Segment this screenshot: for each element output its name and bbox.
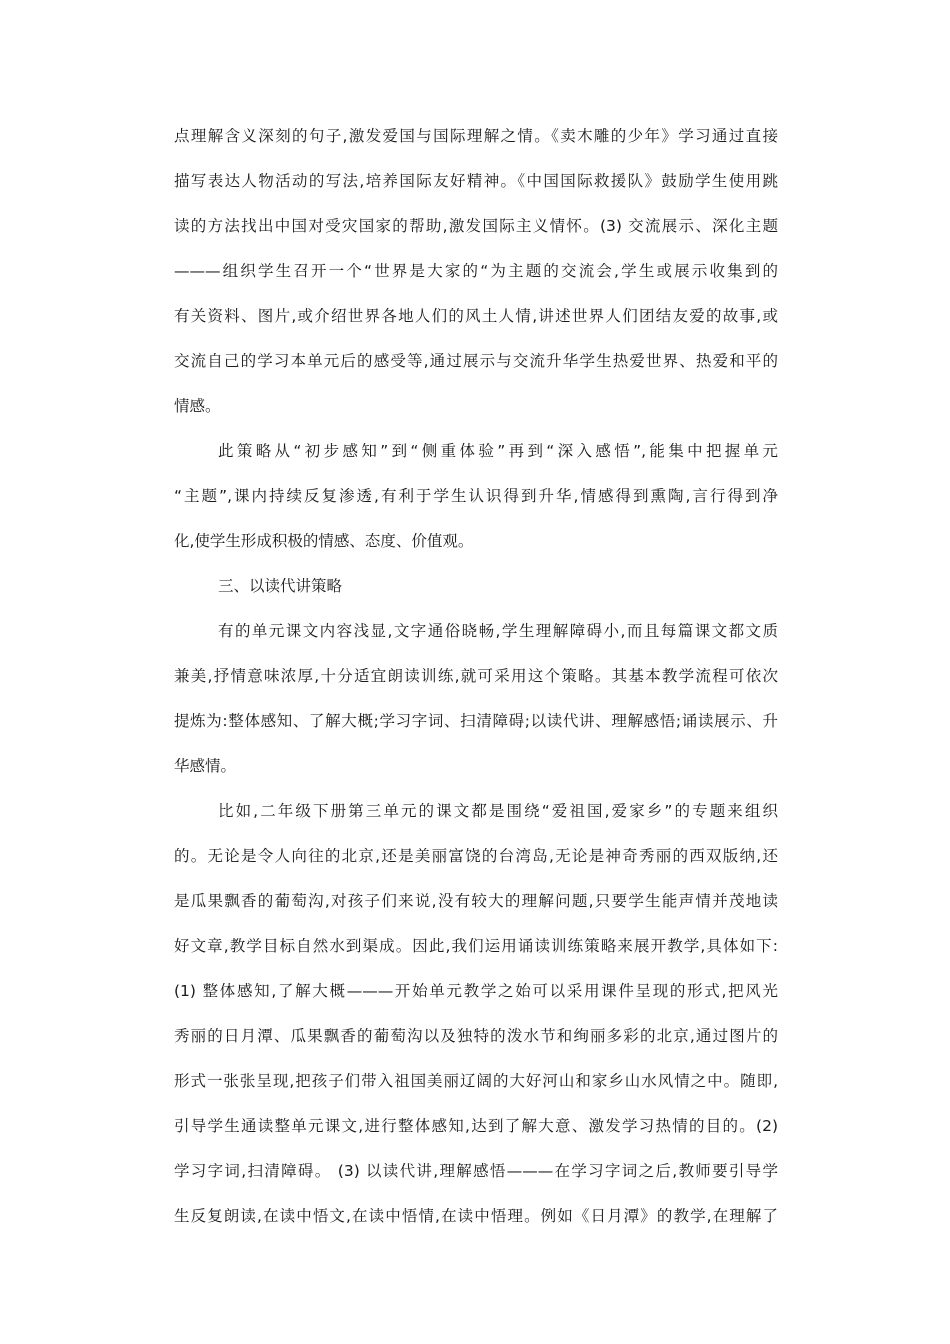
text-line: 读的方法找出中国对受灾国家的帮助,激发国际主义情怀。(3) 交流展示、深化主题	[174, 217, 778, 235]
text-line: 情感。	[174, 397, 221, 415]
text-line: 交流自己的学习本单元后的感受等,通过展示与交流升华学生热爱世界、热爱和平的	[174, 352, 778, 370]
paragraph-first-line: 此策略从“初步感知”到“侧重体验”再到“深入感悟”,能集中把握单元	[218, 442, 778, 460]
text-line: 学习字词,扫清障碍。 (3) 以读代讲,理解感悟———在学习字词之后,教师要引导学	[174, 1162, 778, 1180]
text-line: 秀丽的日月潭、瓜果飘香的葡萄沟以及独特的泼水节和绚丽多彩的北京,通过图片的	[174, 1027, 778, 1045]
paragraph-first-line: 有的单元课文内容浅显,文字通俗晓畅,学生理解障碍小,而且每篇课文都文质	[218, 622, 778, 640]
text-line: “主题”,课内持续反复渗透,有利于学生认识得到升华,情感得到熏陶,言行得到净	[174, 487, 778, 505]
text-line: ———组织学生召开一个“世界是大家的“为主题的交流会,学生或展示收集到的	[174, 262, 778, 280]
text-line: 兼美,抒情意味浓厚,十分适宜朗读训练,就可采用这个策略。其基本教学流程可依次	[174, 667, 778, 685]
text-line: 有关资料、图片,或介绍世界各地人们的风土人情,讲述世界人们团结友爱的故事,或	[174, 307, 778, 325]
text-line: 是瓜果飘香的葡萄沟,对孩子们来说,没有较大的理解问题,只要学生能声情并茂地读	[174, 892, 778, 910]
section-heading: 三、以读代讲策略	[218, 577, 343, 595]
text-line: 描写表达人物活动的写法,培养国际友好精神。《中国国际救援队》鼓励学生使用跳	[174, 172, 778, 190]
text-line: 点理解含义深刻的句子,激发爱国与国际理解之情。《卖木雕的少年》学习通过直接	[174, 127, 778, 145]
text-line: 好文章,教学目标自然水到渠成。因此,我们运用诵读训练策略来展开教学,具体如下:	[174, 937, 778, 955]
text-line: 提炼为:整体感知、了解大概;学习字词、扫清障碍;以读代讲、理解感悟;诵读展示、升	[174, 712, 778, 730]
text-line: 生反复朗读,在读中悟文,在读中悟情,在读中悟理。例如《日月潭》的教学,在理解了	[174, 1207, 778, 1225]
text-line: 形式一张张呈现,把孩子们带入祖国美丽辽阔的大好河山和家乡山水风情之中。随即,	[174, 1072, 778, 1090]
text-line: 的。无论是令人向往的北京,还是美丽富饶的台湾岛,无论是神奇秀丽的西双版纳,还	[174, 847, 778, 865]
text-line: (1) 整体感知,了解大概———开始单元教学之始可以采用课件呈现的形式,把风光	[174, 982, 778, 1000]
paragraph-first-line: 比如,二年级下册第三单元的课文都是围绕“爱祖国,爱家乡”的专题来组织	[218, 802, 778, 820]
text-line: 引导学生通读整单元课文,进行整体感知,达到了解大意、激发学习热情的目的。(2)	[174, 1117, 778, 1135]
text-line: 华感情。	[174, 757, 237, 775]
text-line: 化,使学生形成积极的情感、态度、价值观。	[174, 532, 474, 550]
